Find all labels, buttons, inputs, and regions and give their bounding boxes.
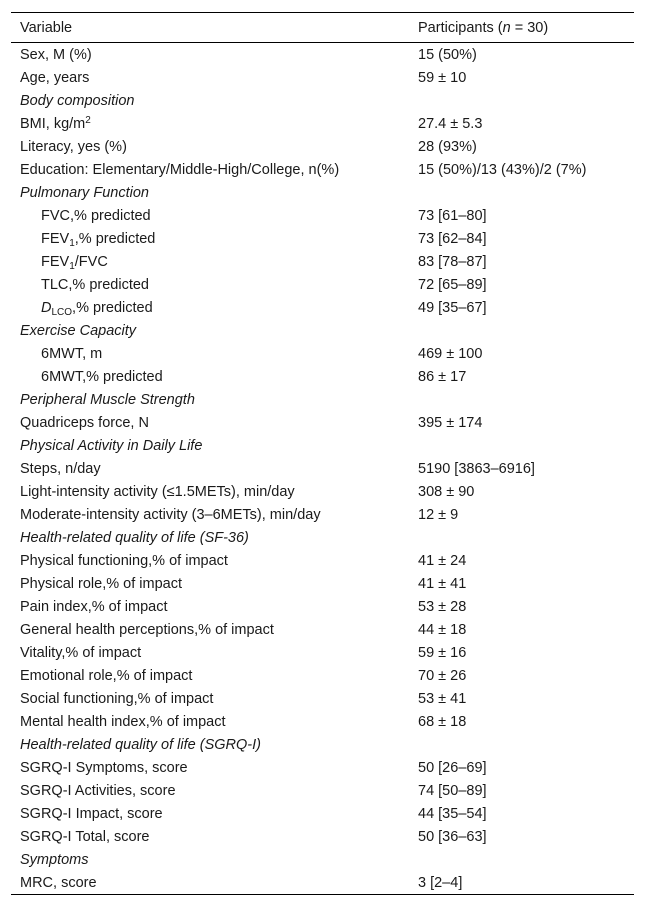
row-label: TLC,% predicted — [41, 276, 149, 293]
row-value: 49 [35–67] — [418, 299, 487, 316]
section-heading — [11, 526, 634, 549]
row-label: Moderate-intensity activity (3–6METs), min/day — [20, 506, 321, 523]
row-label: SGRQ-I Total, score — [20, 828, 150, 845]
row-value: 53 ± 41 — [418, 690, 467, 707]
row-value: 3 [2–4] — [418, 874, 463, 891]
table-row — [11, 250, 634, 273]
row-label: Physical role,% of impact — [20, 575, 182, 592]
table-row — [11, 204, 634, 227]
row-value: 73 [61–80] — [418, 207, 487, 224]
row-value: 68 ± 18 — [418, 713, 467, 730]
table-row — [11, 227, 634, 250]
section-label: Peripheral Muscle Strength — [20, 391, 195, 408]
row-label: Literacy, yes (%) — [20, 138, 127, 155]
table-row — [11, 595, 634, 618]
row-label: Pain index,% of impact — [20, 598, 168, 615]
section-label: Health-related quality of life (SF-36) — [20, 529, 249, 546]
section-heading — [11, 388, 634, 411]
row-label: Social functioning,% of impact — [20, 690, 214, 707]
table-row — [11, 342, 634, 365]
row-label: Quadriceps force, N — [20, 414, 149, 431]
row-label: SGRQ-I Activities, score — [20, 782, 176, 799]
table-row — [11, 296, 634, 319]
header-row — [11, 13, 634, 42]
bottom-rule — [11, 894, 634, 895]
table-row — [11, 273, 634, 296]
table-row — [11, 158, 634, 181]
section-heading — [11, 181, 634, 204]
section-heading — [11, 89, 634, 112]
table-row — [11, 687, 634, 710]
row-value: 27.4 ± 5.3 — [418, 115, 483, 132]
row-value: 72 [65–89] — [418, 276, 487, 293]
table-row — [11, 112, 634, 135]
row-value: 395 ± 174 — [418, 414, 483, 431]
row-value: 53 ± 28 — [418, 598, 467, 615]
row-label: $FEV_1,\%$ predicted — [41, 230, 156, 249]
row-label: SGRQ-I Symptoms, score — [20, 759, 188, 776]
section-heading — [11, 848, 634, 871]
row-value: 83 [78–87] — [418, 253, 487, 270]
table-row — [11, 572, 634, 595]
section-label: Symptoms — [20, 851, 89, 868]
row-label: Emotional role,% of impact — [20, 667, 193, 684]
table-row — [11, 641, 634, 664]
table-row — [11, 664, 634, 687]
section-label: Health-related quality of life (SGRQ-I) — [20, 736, 261, 753]
table-row — [11, 710, 634, 733]
row-label: 6MWT, m — [41, 345, 103, 362]
row-value: 44 ± 18 — [418, 621, 467, 638]
table-row — [11, 43, 634, 66]
row-value: 73 [62–84] — [418, 230, 487, 247]
row-value: 41 ± 24 — [418, 552, 467, 569]
table-row — [11, 618, 634, 641]
row-value: 15 (50%) — [418, 46, 477, 63]
row-value: 12 ± 9 — [418, 506, 459, 523]
table-row — [11, 365, 634, 388]
section-heading — [11, 733, 634, 756]
section-label: Exercise Capacity — [20, 322, 137, 339]
section-label: Pulmonary Function — [20, 184, 149, 201]
row-value: 28 (93%) — [418, 138, 477, 155]
table-row — [11, 66, 634, 89]
row-label: Education: Elementary/Middle-High/College, n(%) — [20, 161, 340, 178]
row-value: 70 ± 26 — [418, 667, 467, 684]
row-label: Mental health index,% of impact — [20, 713, 226, 730]
row-value: 41 ± 41 — [418, 575, 467, 592]
table-row — [11, 480, 634, 503]
row-label: Steps, n/day — [20, 460, 101, 477]
row-value: 5190 [3863–6916] — [418, 460, 535, 477]
row-label: Light-intensity activity (≤1.5METs), min/day — [20, 483, 295, 500]
row-label: $D_{LCO},\%$ predicted — [41, 299, 153, 318]
table-row — [11, 411, 634, 434]
section-heading — [11, 319, 634, 342]
row-label: General health perceptions,% of impact — [20, 621, 274, 638]
row-value: 308 ± 90 — [418, 483, 475, 500]
table-row — [11, 549, 634, 572]
row-value: 50 [36–63] — [418, 828, 487, 845]
section-label: Physical Activity in Daily Life — [20, 437, 203, 454]
row-label: SGRQ-I Impact, score — [20, 805, 163, 822]
row-value: 469 ± 100 — [418, 345, 483, 362]
row-label: Sex, M (%) — [20, 46, 92, 63]
table-row — [11, 503, 634, 526]
row-label: FVC,% predicted — [41, 207, 151, 224]
header-variable: Variable — [20, 19, 73, 36]
row-label: 6MWT,% predicted — [41, 368, 163, 385]
row-label: Vitality,% of impact — [20, 644, 142, 661]
row-value: 15 (50%)/13 (43%)/2 (7%) — [418, 161, 587, 178]
row-label: $FEV_1$/FVC — [41, 253, 108, 272]
table-row — [11, 135, 634, 158]
table-row — [11, 825, 634, 848]
row-label: BMI, $kg/m^2$ — [20, 114, 91, 132]
table-row — [11, 457, 634, 480]
row-label: MRC, score — [20, 874, 97, 891]
table-row — [11, 802, 634, 825]
table-row — [11, 756, 634, 779]
row-label: Age, years — [20, 69, 90, 86]
row-value: 86 ± 17 — [418, 368, 467, 385]
row-value: 50 [26–69] — [418, 759, 487, 776]
row-value: 59 ± 10 — [418, 69, 467, 86]
header-participants: Participants (n = 30) — [418, 19, 549, 36]
table-row — [11, 779, 634, 802]
table-row — [11, 871, 634, 894]
section-label: Body composition — [20, 92, 135, 109]
characteristics-table — [11, 12, 634, 895]
row-value: 59 ± 16 — [418, 644, 467, 661]
row-value: 44 [35–54] — [418, 805, 487, 822]
section-heading — [11, 434, 634, 457]
row-label: Physical functioning,% of impact — [20, 552, 228, 569]
row-value: 74 [50–89] — [418, 782, 487, 799]
